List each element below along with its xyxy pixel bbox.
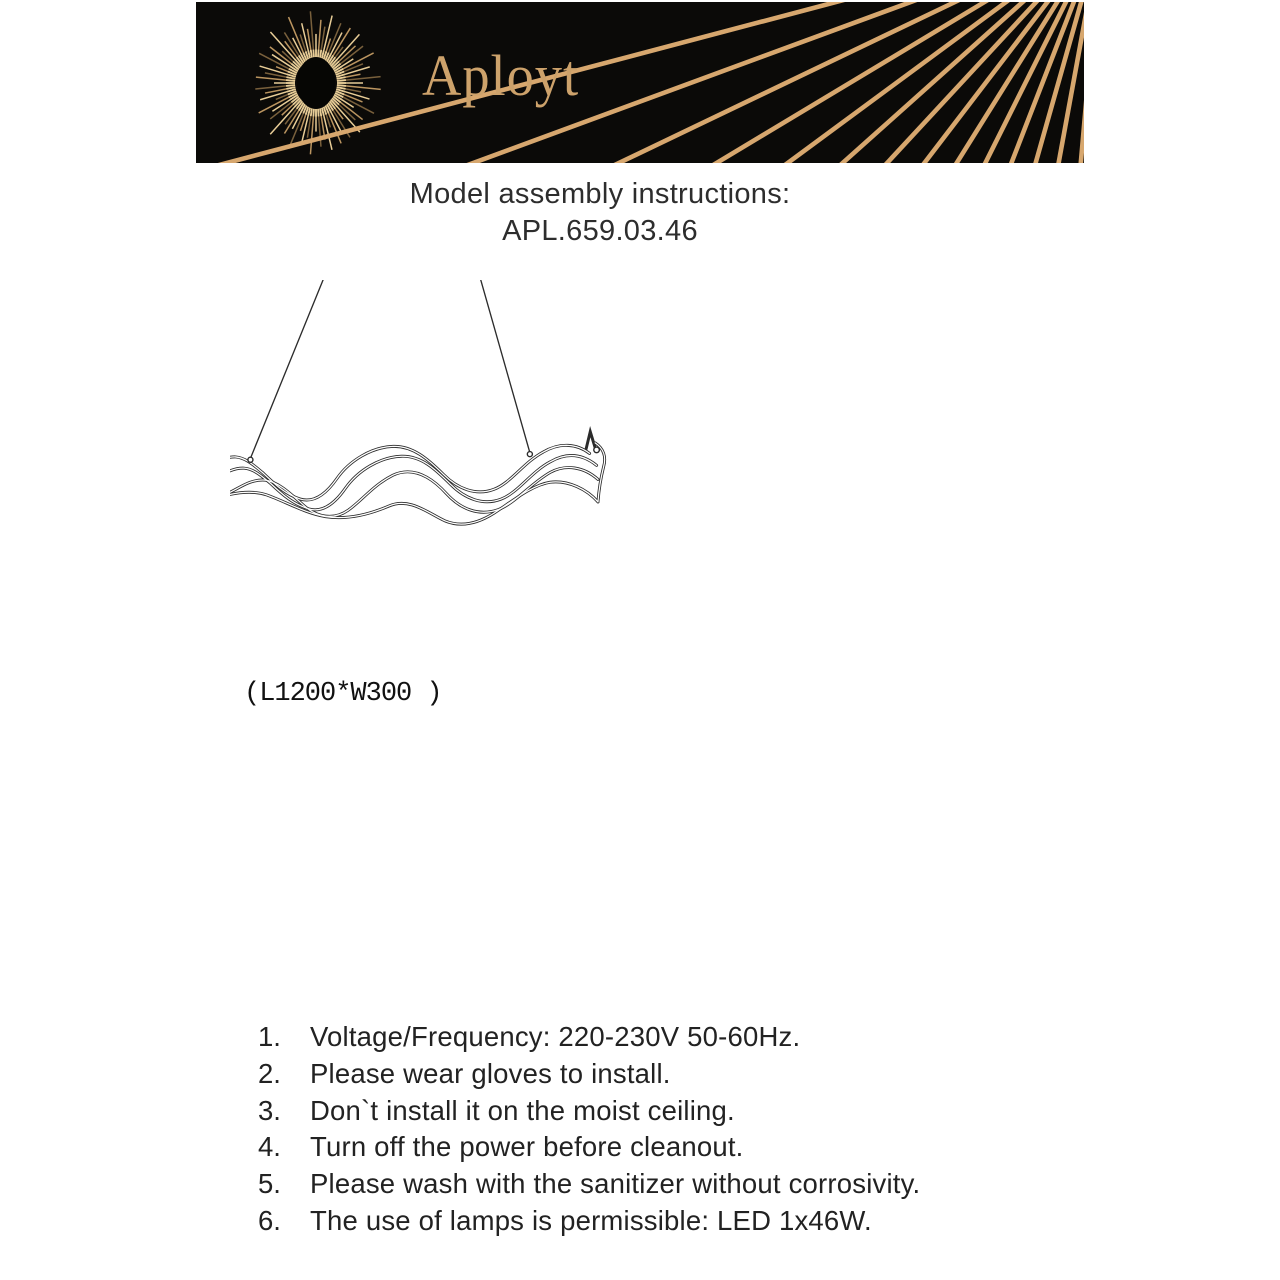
list-item xyxy=(258,1166,1118,1203)
item-number: 6. xyxy=(258,1204,281,1236)
list-item xyxy=(258,1092,1118,1129)
item-number: 2. xyxy=(258,1058,281,1090)
banner-art xyxy=(196,2,1084,163)
page-title: Model assembly instructions: xyxy=(409,178,791,210)
item-text: Please wear gloves to install. xyxy=(310,1058,671,1090)
starburst-center xyxy=(297,57,335,109)
end-hook xyxy=(594,447,600,453)
lamp-ribbon xyxy=(230,432,605,524)
item-number: 5. xyxy=(258,1168,281,1200)
dimension-label: (L1200*W300 ) xyxy=(244,679,442,709)
cable-attach-left xyxy=(248,457,253,462)
model-number: APL.659.03.46 xyxy=(502,215,698,247)
assembly-diagram xyxy=(230,280,980,940)
list-item xyxy=(258,1202,1118,1239)
suspension-cable-left xyxy=(250,280,338,458)
item-number: 1. xyxy=(258,1021,281,1053)
brand-logotype: Aployt xyxy=(422,43,580,108)
item-text: The use of lamps is permissible: LED 1x46W. xyxy=(310,1204,872,1236)
title-block xyxy=(160,176,1040,250)
brand-banner xyxy=(196,2,1084,163)
item-number: 3. xyxy=(258,1094,281,1126)
item-text: Turn off the power before cleanout. xyxy=(310,1131,744,1163)
item-text: Voltage/Frequency: 220-230V 50-60Hz. xyxy=(310,1021,801,1053)
item-number: 4. xyxy=(258,1131,281,1163)
item-text: Don`t install it on the moist ceiling. xyxy=(310,1094,735,1126)
cable-attach-right xyxy=(527,452,532,457)
item-text: Please wash with the sanitizer without corrosivity. xyxy=(310,1168,921,1200)
list-item xyxy=(258,1056,1118,1093)
list-item xyxy=(258,1129,1118,1166)
instruction-list xyxy=(258,1019,1118,1239)
suspension-cable-right xyxy=(470,280,530,453)
list-item xyxy=(258,1019,1118,1056)
